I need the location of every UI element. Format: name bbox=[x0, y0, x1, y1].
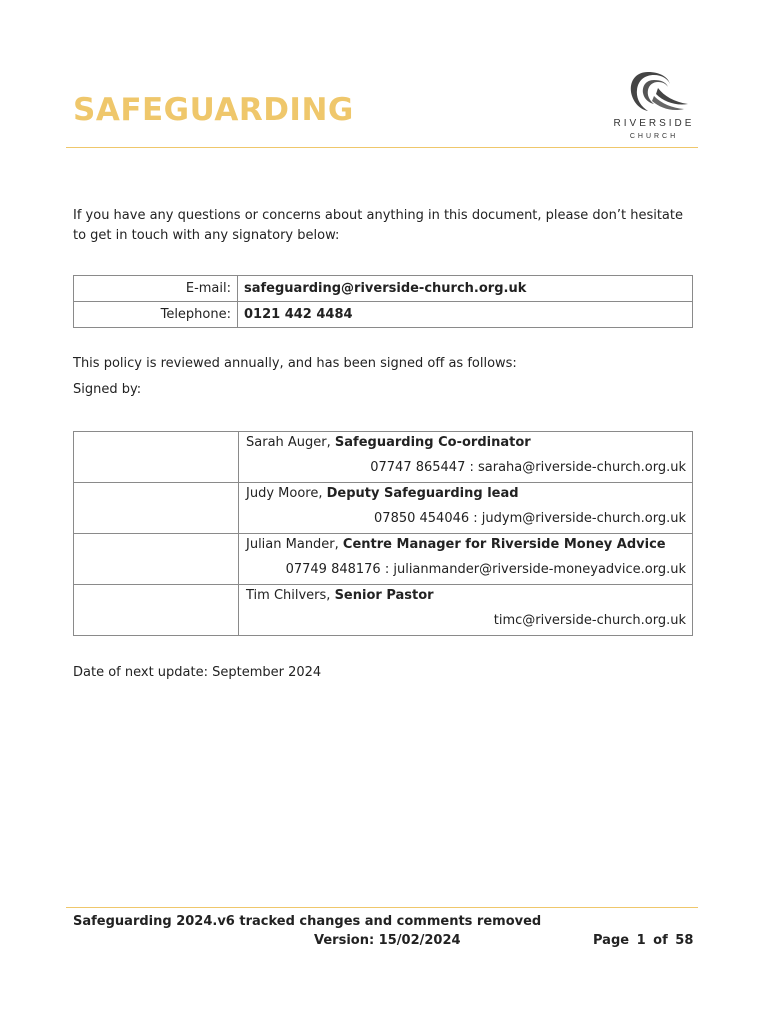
signature-cell bbox=[74, 483, 239, 534]
next-update-date: Date of next update: September 2024 bbox=[73, 665, 322, 680]
email-row bbox=[74, 276, 693, 302]
signatory-role: Deputy Safeguarding lead bbox=[326, 486, 519, 501]
signatory-details bbox=[239, 585, 693, 636]
signatories-table bbox=[73, 431, 693, 636]
signatory-name: Sarah Auger, bbox=[246, 435, 335, 450]
signatory-row bbox=[74, 432, 693, 483]
signatory-contact: timc@riverside-church.org.uk bbox=[493, 613, 686, 628]
signature-cell bbox=[74, 534, 239, 585]
telephone-label: Telephone: bbox=[74, 302, 238, 328]
signatory-contact: 07747 865447 : saraha@riverside-church.org.uk bbox=[370, 460, 686, 475]
signatory-name-role bbox=[239, 432, 692, 457]
telephone-value: 0121 442 4484 bbox=[238, 302, 693, 328]
email-value[interactable]: safeguarding@riverside-church.org.uk bbox=[238, 276, 693, 302]
signed-by-label: Signed by: bbox=[73, 382, 142, 397]
header-divider bbox=[66, 147, 698, 148]
policy-statement: This policy is reviewed annually, and has been signed off as follows: bbox=[73, 356, 517, 371]
signatory-name-role bbox=[239, 483, 692, 508]
contact-table bbox=[73, 275, 693, 328]
signatory-role: Senior Pastor bbox=[334, 588, 434, 603]
logo-subtitle: CHURCH bbox=[629, 133, 679, 140]
footer-page-number: Page 1 of 58 bbox=[593, 933, 694, 948]
signatory-contact: 07850 454046 : judym@riverside-church.org.uk bbox=[374, 511, 686, 526]
footer-version: Version: 15/02/2024 bbox=[314, 933, 461, 948]
signatory-row bbox=[74, 534, 693, 585]
signatory-details bbox=[239, 483, 693, 534]
signatory-name-role bbox=[239, 585, 692, 610]
signatory-details bbox=[239, 432, 693, 483]
signatory-row bbox=[74, 585, 693, 636]
logo-name: RIVERSIDE bbox=[613, 118, 695, 129]
signatory-role: Safeguarding Co-ordinator bbox=[334, 435, 531, 450]
signatory-name: Tim Chilvers, bbox=[246, 588, 335, 603]
signatory-name: Judy Moore, bbox=[246, 486, 327, 501]
signatory-name-role bbox=[239, 534, 692, 559]
signatory-role: Centre Manager for Riverside Money Advice bbox=[342, 537, 666, 552]
signatory-row bbox=[74, 483, 693, 534]
riverside-swirl-logo-icon bbox=[618, 66, 690, 114]
signatory-contact: 07749 848176 : julianmander@riverside-moneyadvice.org.uk bbox=[285, 562, 686, 577]
intro-paragraph: If you have any questions or concerns about anything in this document, please don’t hesitate to get in touch with any signatory below: bbox=[73, 208, 683, 243]
signatory-name: Julian Mander, bbox=[246, 537, 343, 552]
footer-document-name: Safeguarding 2024.v6 tracked changes and comments removed bbox=[73, 914, 542, 929]
riverside-church-logo bbox=[606, 66, 702, 146]
email-label: E-mail: bbox=[74, 276, 238, 302]
telephone-row bbox=[74, 302, 693, 328]
footer-divider bbox=[66, 907, 698, 908]
signature-cell bbox=[74, 432, 239, 483]
page-title: SAFEGUARDING bbox=[73, 92, 354, 128]
signature-cell bbox=[74, 585, 239, 636]
signatory-details bbox=[239, 534, 693, 585]
